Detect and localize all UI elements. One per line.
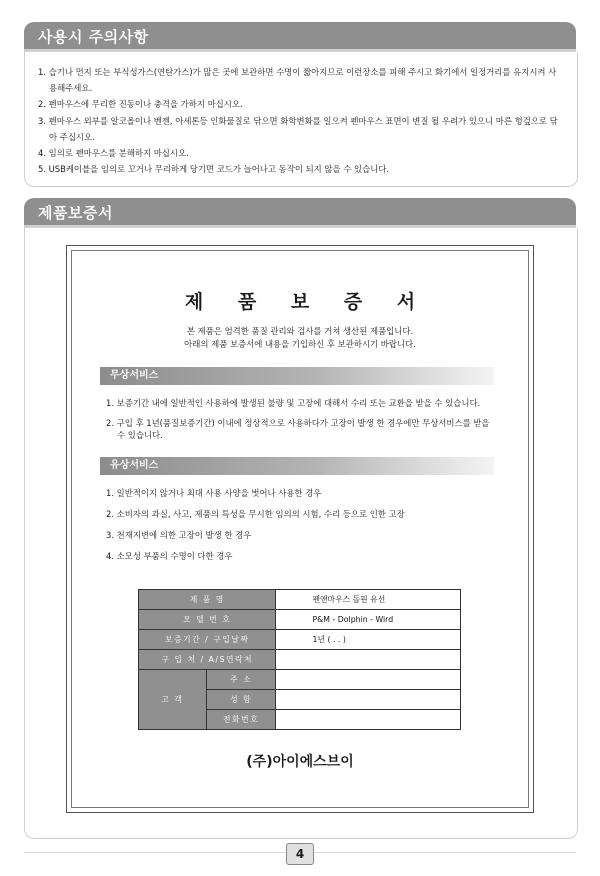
cautions-title: 사용시 주의사항 [38,28,149,46]
warranty-info-table [138,589,461,730]
free-service-list [106,397,496,449]
free-service-item: 1. 보증기간 내에 일반적인 사용하에 발생된 불량 및 고장에 대해서 수리 또는 교환을 받을 수 있습니다. [106,398,481,408]
caution-item: 1. 습기나 먼지 또는 부식성가스(연탄가스)가 많은 곳에 보관하면 수명이 짧아지므로 이런장소를 피해 주시고 화기에서 일정거리를 유지시켜 사용해주세요. [38,67,557,94]
name-value [276,690,461,710]
free-service-header [100,367,494,385]
caution-item: 3. 펜마우스 외부를 알코올이나 벤젠, 아세톤등 인화물질로 닦으면 화학변화를 일으켜 펜마우스 표면이 변질 될 우려가 있으니 마른 헝겊으로 닦아 주십시오. [38,115,558,142]
product-name-value: 펜앤마우스 돌핀 유선 [276,590,461,610]
table-row [139,650,461,670]
period-label: 보증기간 / 구입날짜 [139,630,276,650]
table-row [139,670,461,690]
table-row [139,610,461,630]
paid-service-title: 유상서비스 [110,460,159,471]
paid-service-item: 2. 소비자의 과실, 사고, 제품의 특성을 무시한 임의의 시험, 수리 등으로 인한 고장 [106,509,405,519]
paid-service-header [100,457,494,475]
phone-label: 전화번호 [206,710,276,730]
store-value [276,650,461,670]
model-label: 모 델 번 호 [139,610,276,630]
free-service-item: 2. 구입 후 1년(품질보증기간) 이내에 정상적으로 사용하다가 고장이 발생 한 경우에만 무상서비스를 받을 수 있습니다. [106,417,490,440]
warranty-title: 제품보증서 [38,204,113,222]
product-name-label: 제 품 명 [139,590,276,610]
page-number: 4 [286,843,314,865]
paid-service-item: 3. 천재지변에 의한 고장이 발생 한 경우 [106,530,252,540]
certificate-title: 제 품 보 증 서 [184,291,430,313]
company-name: (주)아이에스브이 [246,754,354,770]
address-value [276,670,461,690]
period-value: 1년 ( . . ) [276,630,461,650]
caution-item: 5. USB케이블을 임의로 꼬거나 무리하게 당기면 코드가 늘어나고 동작이 되지 않을 수 있습니다. [38,164,390,175]
caution-item: 2. 펜마우스에 무리한 진동이나 충격을 가하지 마십시오. [38,99,243,110]
name-label: 성 함 [206,690,276,710]
free-service-title: 무상서비스 [110,370,159,381]
model-value: P&M - Dolphin - Wird [276,610,461,630]
table-row [139,590,461,610]
cautions-header [24,22,576,52]
intro-line-2: 아래의 제품 보증서에 내용을 기입하신 후 보관하시기 바랍니다. [184,339,416,349]
paid-service-item: 4. 소모성 부품의 수명이 다한 경우 [106,551,233,561]
certificate-intro [72,325,528,351]
intro-line-1: 본 제품은 엄격한 품질 관리와 검사를 거쳐 생산된 제품입니다. [186,326,414,336]
paid-service-item: 1. 일반적이지 않거나 최대 사용 사양을 벗어나 사용한 경우 [106,488,322,498]
certificate-inner-frame [71,250,529,808]
warranty-header [24,198,576,228]
store-label: 구 입 처 / A/S연락처 [139,650,276,670]
table-row [139,630,461,650]
cautions-list [38,64,558,177]
caution-item: 4. 임의로 펜마우스를 분해하지 마십시오. [38,148,189,159]
address-label: 주 소 [206,670,276,690]
warranty-certificate [66,245,534,813]
paid-service-list [106,487,496,571]
phone-value [276,710,461,730]
customer-label: 고 객 [139,670,207,730]
